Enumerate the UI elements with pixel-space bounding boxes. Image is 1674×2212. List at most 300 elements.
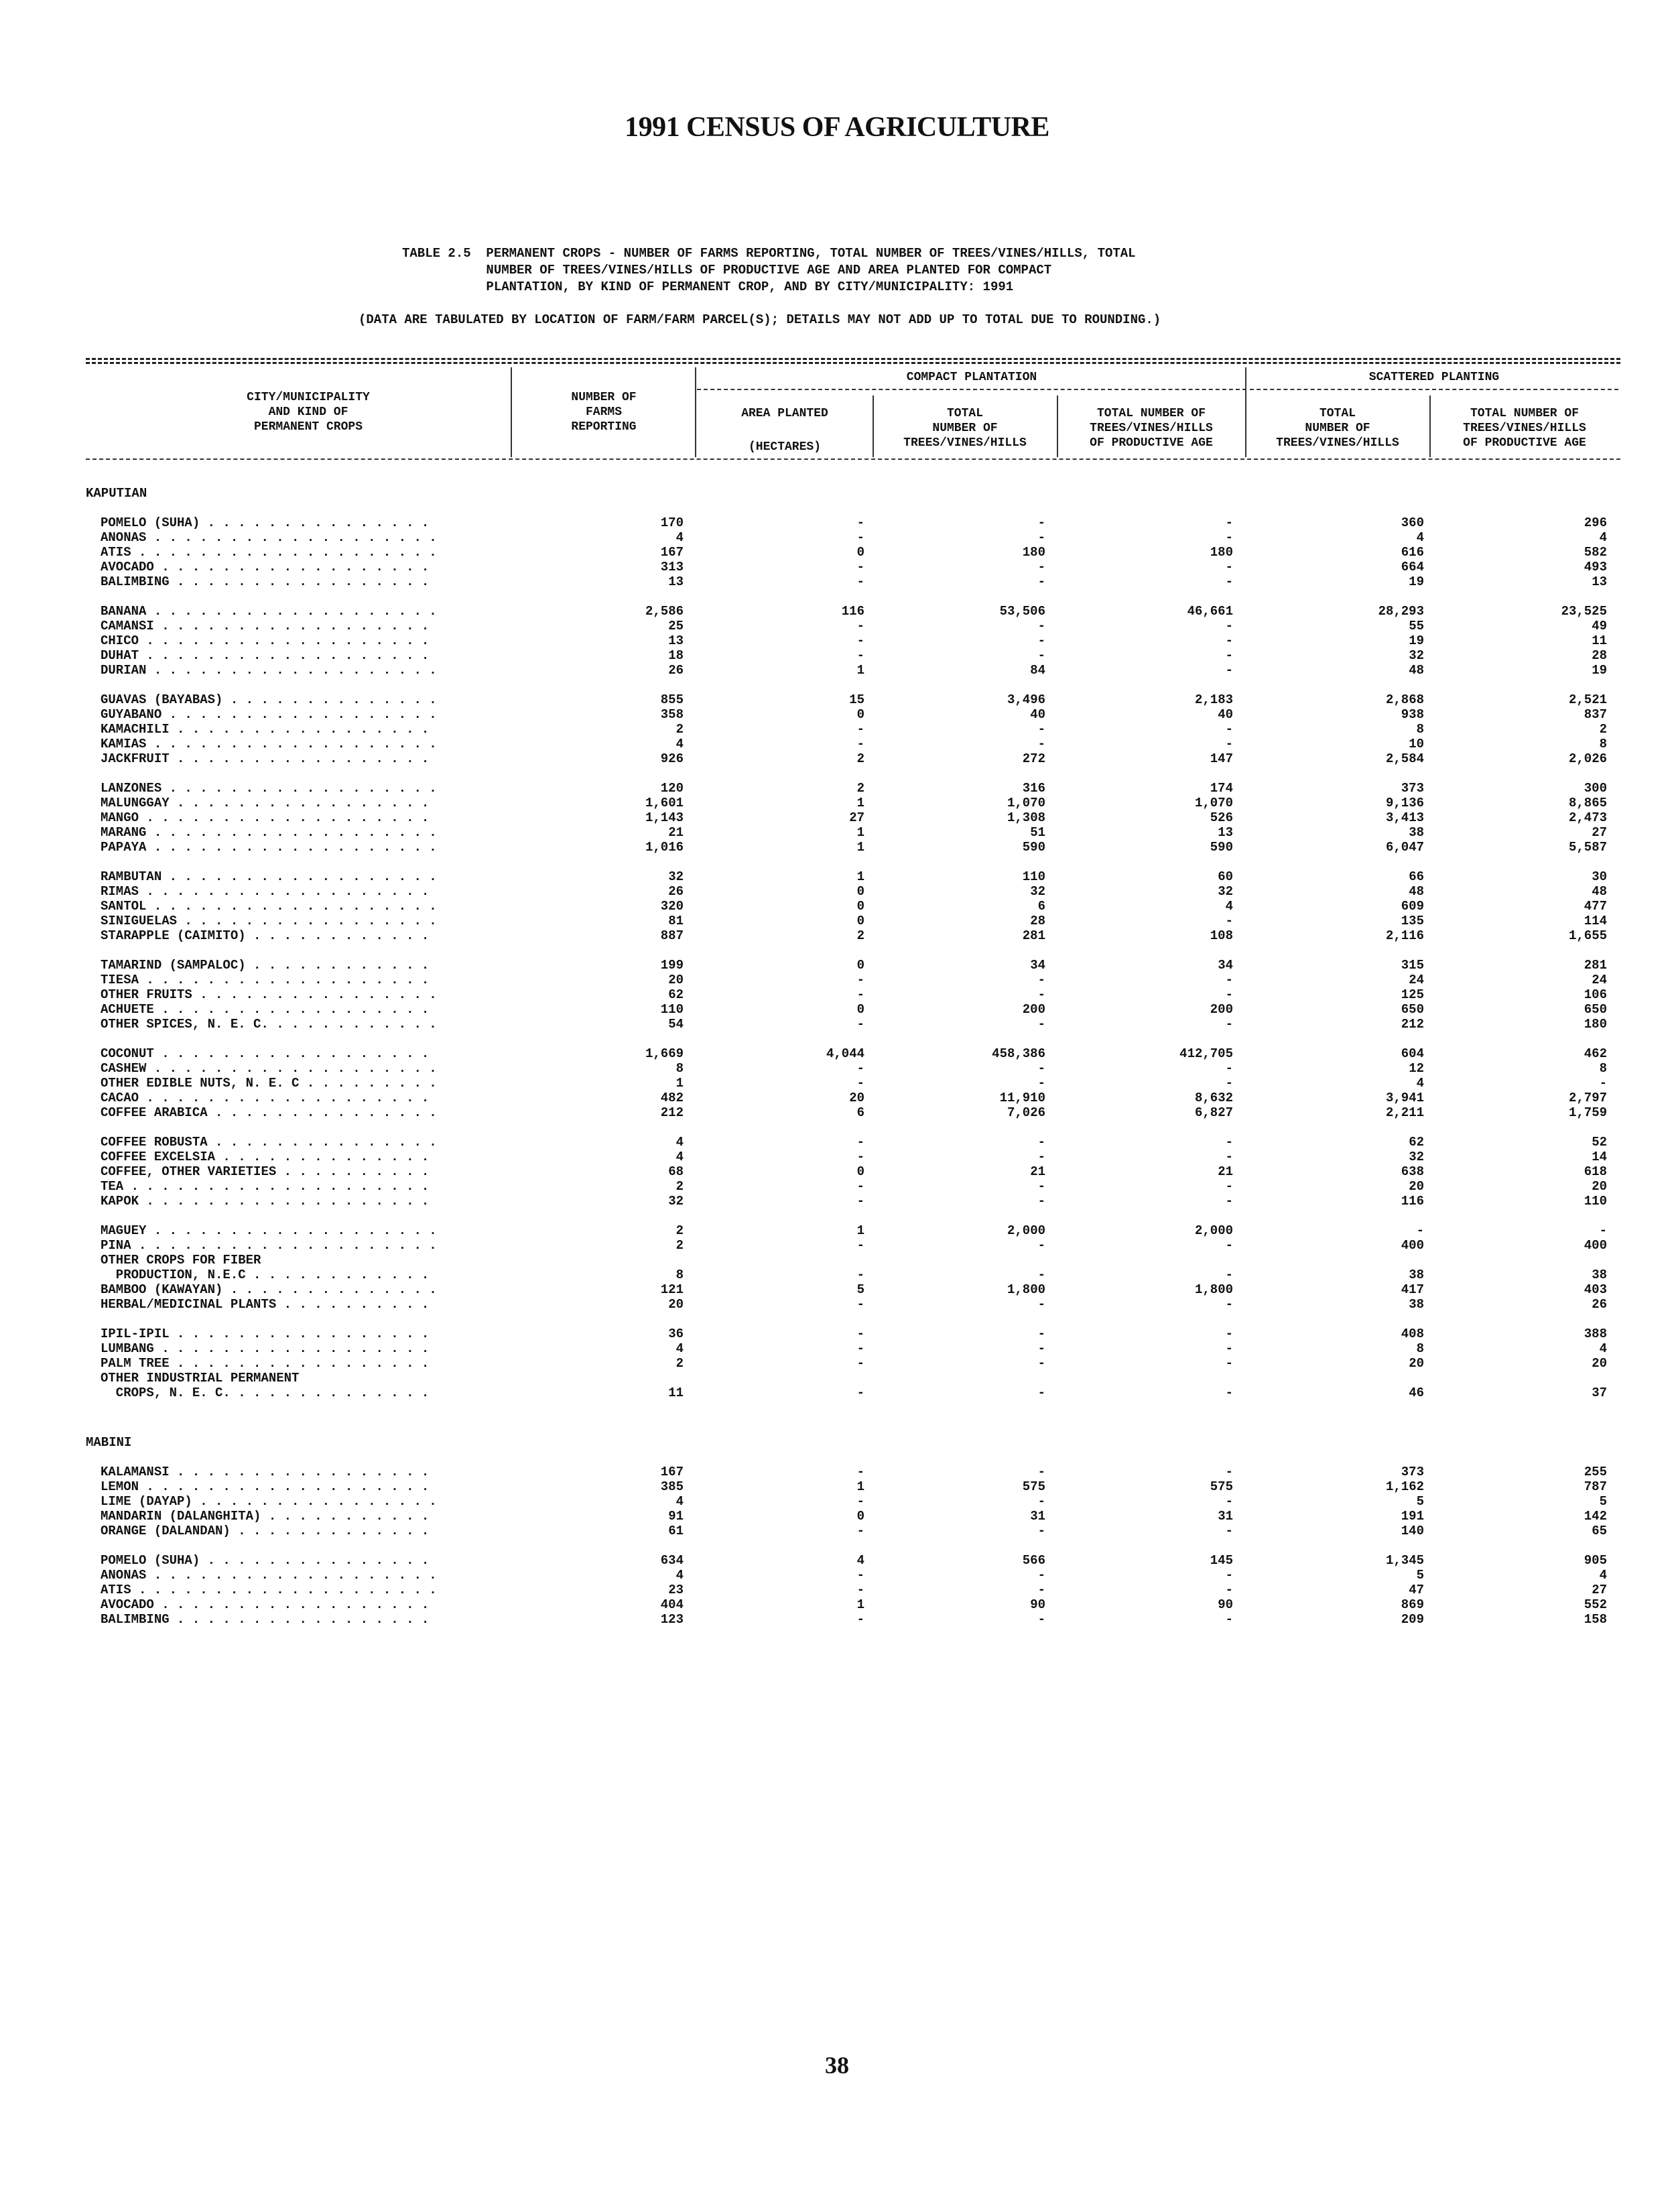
cell-value: 0 [856,1002,864,1017]
cell-value: 26 [668,663,684,678]
cell-value: - [1225,1327,1233,1341]
cell-value: 2,868 [1385,692,1424,707]
cell-value: 4,044 [826,1046,864,1061]
crop-name: CAMANSI . . . . . . . . . . . . . . . . . . [101,619,437,633]
table-row [0,1612,1674,1627]
cell-value: 2 [675,1223,684,1238]
cell-value: - [1225,1135,1233,1150]
header-top-rule [86,358,1620,360]
cell-value: 28 [1592,648,1607,663]
cell-value: 2 [675,722,684,737]
cell-value: 2 [675,1179,684,1194]
cell-value: 13 [668,574,684,589]
cell-value: 1,759 [1568,1105,1607,1120]
cell-value: 2,026 [1568,751,1607,766]
cell-value: - [1599,1223,1607,1238]
table-row [0,825,1674,840]
cell-value: 575 [1022,1479,1045,1494]
cell-value: 4 [675,1568,684,1583]
table-row [0,1341,1674,1356]
cell-value: 296 [1584,515,1607,530]
cell-value: 30 [1592,869,1607,884]
cell-value: 170 [660,515,684,530]
cell-value: - [856,1386,864,1400]
cell-value: 300 [1584,781,1607,796]
crop-name: MALUNGGAY . . . . . . . . . . . . . . . . . [101,796,437,810]
table-row [0,1105,1674,1120]
cell-value: 458,386 [992,1046,1045,1061]
cell-value: 4 [1599,1568,1607,1583]
cell-value: 7,026 [1007,1105,1045,1120]
cell-value: 5 [856,1282,864,1297]
cell-value: 616 [1401,545,1424,560]
cell-value: 11 [668,1386,684,1400]
cell-value: 116 [1401,1194,1424,1209]
table-row [0,1046,1674,1061]
cell-value: 140 [1401,1524,1424,1538]
cell-value: 13 [668,633,684,648]
cell-value: - [856,515,864,530]
cell-value: 27 [1592,825,1607,840]
cell-value: - [1225,515,1233,530]
cell-value: 110 [1022,869,1045,884]
cell-value: 31 [1218,1509,1233,1524]
table-row [0,1356,1674,1371]
cell-value: 209 [1401,1612,1424,1627]
table-row [0,973,1674,987]
cell-value: - [856,560,864,574]
cell-value: 49 [1592,619,1607,633]
table-row [0,1268,1674,1282]
table-row [0,604,1674,619]
cell-value: 2 [856,781,864,796]
crop-name: ATIS . . . . . . . . . . . . . . . . . . . . [101,1583,437,1597]
crop-name: PAPAYA . . . . . . . . . . . . . . . . . . . [101,840,437,855]
cell-value: 4 [675,1150,684,1164]
cell-value: 32 [668,869,684,884]
cell-value: 12 [1409,1061,1424,1076]
cell-value: 19 [1409,633,1424,648]
cell-value: - [1225,1465,1233,1479]
cell-value: - [856,1179,864,1194]
cell-value: 145 [1210,1553,1233,1568]
cell-value: 5 [1416,1494,1424,1509]
crop-name: ANONAS . . . . . . . . . . . . . . . . . . . [101,530,437,545]
cell-value: 110 [1584,1194,1607,1209]
cell-value: 200 [1022,1002,1045,1017]
table-row [0,619,1674,633]
cell-value: 20 [1409,1179,1424,1194]
crop-name: SANTOL . . . . . . . . . . . . . . . . . . . [101,899,437,914]
cell-value: - [1416,1223,1424,1238]
table-row [0,1371,1674,1386]
cell-value: 135 [1401,914,1424,928]
crop-name: KAPOK . . . . . . . . . . . . . . . . . . . [101,1194,437,1209]
cell-value: 28,293 [1378,604,1424,619]
cell-value: 116 [841,604,864,619]
table-row [0,751,1674,766]
cell-value: 174 [1210,781,1233,796]
table-note: (DATA ARE TABULATED BY LOCATION OF FARM/FARM PARCEL(S); DETAILS MAY NOT ADD UP TO TOTAL DUE TO ROUNDING.) [359,312,1161,327]
cell-value: 0 [856,707,864,722]
cell-value: 0 [856,1164,864,1179]
cell-value: 400 [1584,1238,1607,1253]
cell-value: - [1037,1583,1045,1597]
cell-value: 4 [1416,1076,1424,1091]
cell-value: 1 [856,825,864,840]
table-row [0,574,1674,589]
cell-value: 1 [856,663,864,678]
cell-value: 23 [668,1583,684,1597]
crop-name: CACAO . . . . . . . . . . . . . . . . . . . [101,1091,437,1105]
crop-name: SINIGUELAS . . . . . . . . . . . . . . . . . [101,914,437,928]
table-row [0,1494,1674,1509]
cell-value: 8,632 [1194,1091,1233,1105]
cell-value: - [856,633,864,648]
cell-value: - [856,619,864,633]
cell-value: 477 [1584,899,1607,914]
cell-value: 313 [660,560,684,574]
header-number-of-farms: NUMBER OF FARMS REPORTING [571,391,637,434]
crop-name: POMELO (SUHA) . . . . . . . . . . . . . . . [101,1553,437,1568]
crop-name: BALIMBING . . . . . . . . . . . . . . . . . [101,1612,437,1627]
cell-value: 360 [1401,515,1424,530]
header-scattered-total-trees: TOTAL NUMBER OF TREES/VINES/HILLS [1276,407,1399,450]
table-row [0,1017,1674,1032]
cell-value: - [1225,619,1233,633]
cell-value: - [1225,973,1233,987]
cell-value: 47 [1409,1583,1424,1597]
cell-value: 1 [856,796,864,810]
cell-value: - [1037,1076,1045,1091]
cell-value: - [1225,1194,1233,1209]
cell-value: - [1225,1341,1233,1356]
cell-value: 3,496 [1007,692,1045,707]
cell-value: 212 [660,1105,684,1120]
table-row [0,869,1674,884]
cell-value: 404 [660,1597,684,1612]
table-row [0,1568,1674,1583]
cell-value: - [1225,1612,1233,1627]
header-top-rule-2 [86,362,1620,364]
compact-group-rule [697,389,1246,390]
cell-value: - [1225,633,1233,648]
cell-value: 604 [1401,1046,1424,1061]
cell-value: 38 [1409,1297,1424,1312]
cell-value: 13 [1218,825,1233,840]
crop-name: KALAMANSI . . . . . . . . . . . . . . . . . [101,1465,437,1479]
table-row [0,1238,1674,1253]
cell-value: 6,827 [1194,1105,1233,1120]
cell-value: 4 [675,530,684,545]
cell-value: 1,016 [645,840,684,855]
cell-value: 315 [1401,958,1424,973]
cell-value: 2,183 [1194,692,1233,707]
cell-value: 3,413 [1385,810,1424,825]
cell-value: 52 [1592,1135,1607,1150]
cell-value: 373 [1401,781,1424,796]
cell-value: - [1225,737,1233,751]
crop-name: LEMON . . . . . . . . . . . . . . . . . . . [101,1479,437,1494]
crop-name: ANONAS . . . . . . . . . . . . . . . . . . . [101,1568,437,1583]
cell-value: - [856,1356,864,1371]
cell-value: 68 [668,1164,684,1179]
cell-value: - [1225,1076,1233,1091]
cell-value: - [856,1297,864,1312]
table-row [0,545,1674,560]
cell-value: 0 [856,884,864,899]
cell-value: 6 [856,1105,864,1120]
cell-value: 1,308 [1007,810,1045,825]
cell-value: 4 [1599,530,1607,545]
cell-value: - [1037,1524,1045,1538]
cell-value: - [856,1061,864,1076]
cell-value: 167 [660,545,684,560]
cell-value: - [1037,987,1045,1002]
cell-value: 9,136 [1385,796,1424,810]
cell-value: 10 [1409,737,1424,751]
cell-value: 1 [856,1223,864,1238]
cell-value: 0 [856,545,864,560]
cell-value: 1,070 [1007,796,1045,810]
table-row [0,1297,1674,1312]
cell-value: 412,705 [1179,1046,1233,1061]
cell-value: - [1037,1268,1045,1282]
cell-value: 388 [1584,1327,1607,1341]
cell-value: - [856,1524,864,1538]
cell-value: 27 [849,810,864,825]
cell-value: - [1225,560,1233,574]
table-row [0,737,1674,751]
cell-value: 24 [1592,973,1607,987]
header-area-planted: AREA PLANTED [741,407,828,420]
cell-value: 2,584 [1385,751,1424,766]
cell-value: - [1225,1297,1233,1312]
cell-value: 787 [1584,1479,1607,1494]
cell-value: 142 [1584,1509,1607,1524]
crop-name: LIME (DAYAP) . . . . . . . . . . . . . . . . [101,1494,437,1509]
crop-name: COFFEE ROBUSTA . . . . . . . . . . . . . . . [101,1135,437,1150]
table-row [0,1282,1674,1297]
crop-name: CHICO . . . . . . . . . . . . . . . . . . . [101,633,437,648]
cell-value: 4 [1599,1341,1607,1356]
cell-value: 0 [856,899,864,914]
cell-value: - [1037,1341,1045,1356]
crop-name: KAMACHILI . . . . . . . . . . . . . . . . . [101,722,437,737]
cell-value: 121 [660,1282,684,1297]
cell-value: 1 [856,1597,864,1612]
crop-name: OTHER CROPS FOR FIBER [101,1253,261,1268]
cell-value: 37 [1592,1386,1607,1400]
cell-value: - [856,737,864,751]
cell-value: 609 [1401,899,1424,914]
cell-value: 40 [1030,707,1045,722]
cell-value: 2 [675,1238,684,1253]
crop-name: RAMBUTAN . . . . . . . . . . . . . . . . . . [101,869,437,884]
cell-value: 32 [1030,884,1045,899]
cell-value: - [1225,1238,1233,1253]
table-row [0,1509,1674,1524]
crop-name: COFFEE ARABICA . . . . . . . . . . . . . . . [101,1105,437,1120]
cell-value: 638 [1401,1164,1424,1179]
cell-value: - [1225,574,1233,589]
table-row [0,1135,1674,1150]
cell-value: 20 [1592,1356,1607,1371]
crop-name: CASHEW . . . . . . . . . . . . . . . . . . . [101,1061,437,1076]
cell-value: 5 [1599,1494,1607,1509]
cell-value: 385 [660,1479,684,1494]
cell-value: 11 [1592,633,1607,648]
cell-value: 38 [1409,1268,1424,1282]
cell-value: - [1037,1061,1045,1076]
cell-value: 123 [660,1612,684,1627]
cell-value: 25 [668,619,684,633]
cell-value: 493 [1584,560,1607,574]
cell-value: - [856,1327,864,1341]
header-compact-total-trees: TOTAL NUMBER OF TREES/VINES/HILLS [903,407,1027,450]
cell-value: 20 [668,973,684,987]
cell-value: 2,521 [1568,692,1607,707]
cell-value: 1,669 [645,1046,684,1061]
cell-value: - [1225,1524,1233,1538]
cell-value: 91 [668,1509,684,1524]
cell-value: - [856,1135,864,1150]
cell-value: 320 [660,899,684,914]
table-row [0,987,1674,1002]
cell-value: 5 [1416,1568,1424,1583]
cell-value: 62 [1409,1135,1424,1150]
cell-value: - [1225,1179,1233,1194]
cell-value: - [856,722,864,737]
cell-value: 403 [1584,1282,1607,1297]
cell-value: 8 [1599,737,1607,751]
crop-name: COFFEE, OTHER VARIETIES . . . . . . . . . . [101,1164,437,1179]
cell-value: - [1225,1386,1233,1400]
cell-value: - [1225,1583,1233,1597]
cell-value: - [1225,648,1233,663]
cell-value: - [1225,1356,1233,1371]
cell-value: - [856,1268,864,1282]
table-row [0,810,1674,825]
cell-value: - [1037,1494,1045,1509]
header-compact-productive-age: TOTAL NUMBER OF TREES/VINES/HILLS OF PRODUCTIVE AGE [1090,407,1213,450]
cell-value: 417 [1401,1282,1424,1297]
cell-value: - [1037,1150,1045,1164]
cell-value: 31 [1030,1509,1045,1524]
cell-value: - [1037,1135,1045,1150]
cell-value: - [1037,1356,1045,1371]
cell-value: - [856,1150,864,1164]
table-row [0,899,1674,914]
cell-value: 14 [1592,1150,1607,1164]
crop-name: JACKFRUIT . . . . . . . . . . . . . . . . . [101,751,437,766]
cell-value: - [1037,560,1045,574]
cell-value: 1,143 [645,810,684,825]
cell-value: 8 [675,1268,684,1282]
header-bottom-rule [86,458,1620,460]
crop-name: KAMIAS . . . . . . . . . . . . . . . . . . . [101,737,437,751]
crop-name: HERBAL/MEDICINAL PLANTS . . . . . . . . . . [101,1297,437,1312]
cell-value: 926 [660,751,684,766]
cell-value: 36 [668,1327,684,1341]
cell-value: 1,655 [1568,928,1607,943]
cell-value: 110 [660,1002,684,1017]
cell-value: - [1037,1465,1045,1479]
table-row [0,796,1674,810]
table-row [0,1465,1674,1479]
crop-name: PRODUCTION, N.E.C . . . . . . . . . . . . [101,1268,437,1282]
cell-value: 120 [660,781,684,796]
cell-value: 1 [856,869,864,884]
cell-value: 24 [1409,973,1424,987]
cell-value: 855 [660,692,684,707]
cell-value: 1 [856,840,864,855]
cell-value: 0 [856,958,864,973]
cell-value: 2 [856,751,864,766]
cell-value: 2 [675,1356,684,1371]
cell-value: 147 [1210,751,1233,766]
cell-value: 590 [1210,840,1233,855]
cell-value: - [856,574,864,589]
table-caption: TABLE 2.5 PERMANENT CROPS - NUMBER OF FARMS REPORTING, TOTAL NUMBER OF TREES/VINES/HILLS, TOTAL NUMBER OF TREES/VINES/HILLS OF PRODUCTIVE AGE AND AREA PLANTED FOR COMPACT PLANTATION, BY KIND OF PERMANENT CROP, AND BY CITY/MUNICIPALITY: 1991 [402,246,1136,294]
cell-value: 590 [1022,840,1045,855]
cell-value: 6 [1037,899,1045,914]
cell-value: 462 [1584,1046,1607,1061]
table-row [0,1150,1674,1164]
cell-value: - [1225,1268,1233,1282]
cell-value: 38 [1409,825,1424,840]
cell-value: 90 [1030,1597,1045,1612]
cell-value: 4 [675,1135,684,1150]
cell-value: 1,800 [1007,1282,1045,1297]
cell-value: 212 [1401,1017,1424,1032]
cell-value: - [856,1465,864,1479]
cell-value: 552 [1584,1597,1607,1612]
crop-name: IPIL-IPIL . . . . . . . . . . . . . . . . . [101,1327,437,1341]
cell-value: - [1037,648,1045,663]
cell-value: 62 [668,987,684,1002]
cell-value: - [1037,1568,1045,1583]
cell-value: 408 [1401,1327,1424,1341]
cell-value: 60 [1218,869,1233,884]
cell-value: 2,473 [1568,810,1607,825]
cell-value: - [1037,1179,1045,1194]
cell-value: 1,601 [645,796,684,810]
cell-value: 66 [1409,869,1424,884]
cell-value: - [1599,1076,1607,1091]
cell-value: 1 [856,1479,864,1494]
cell-value: 8,865 [1568,796,1607,810]
cell-value: 272 [1022,751,1045,766]
cell-value: 19 [1409,574,1424,589]
cell-value: 905 [1584,1553,1607,1568]
cell-value: - [1225,914,1233,928]
cell-value: 482 [660,1091,684,1105]
table-row [0,1164,1674,1179]
scattered-group-rule [1250,389,1618,390]
cell-value: 4 [675,1494,684,1509]
cell-value: - [856,1238,864,1253]
cell-value: - [1037,1194,1045,1209]
cell-value: - [856,987,864,1002]
cell-value: 55 [1409,619,1424,633]
cell-value: - [856,973,864,987]
cell-value: 61 [668,1524,684,1538]
table-row [0,928,1674,943]
cell-value: 526 [1210,810,1233,825]
cell-value: 20 [1592,1179,1607,1194]
crop-name: POMELO (SUHA) . . . . . . . . . . . . . . . [101,515,437,530]
